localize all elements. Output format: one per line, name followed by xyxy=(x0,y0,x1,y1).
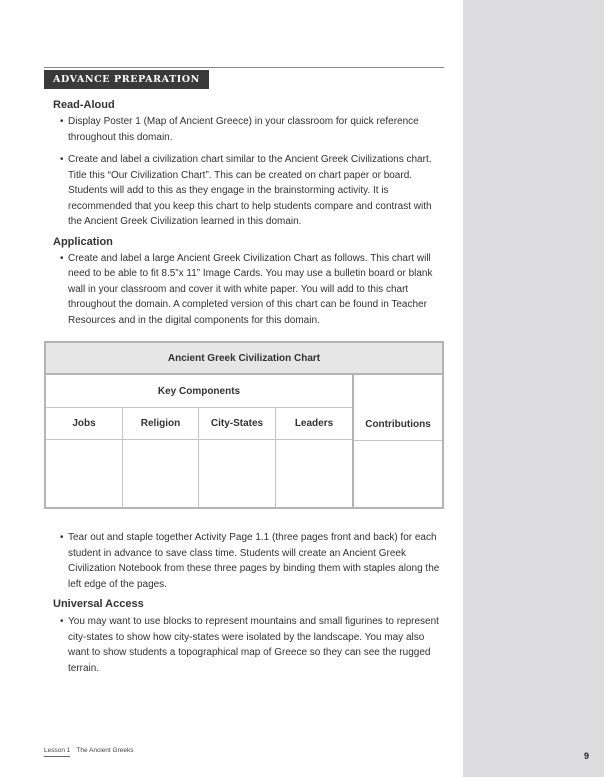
read-aloud-list xyxy=(60,114,444,230)
application-heading: Application xyxy=(53,235,113,248)
column-header: Contributions xyxy=(365,418,431,430)
page-content xyxy=(44,67,444,676)
civilization-chart-table xyxy=(44,341,444,509)
read-aloud-heading: Read-Aloud xyxy=(53,99,115,111)
row-divider xyxy=(354,440,442,441)
list-item: • Display Poster 1 (Map of Ancient Greece) in your classroom for quick reference throughout this domain. xyxy=(60,114,444,145)
universal-access-heading: Universal Access xyxy=(53,598,144,610)
jobs-column xyxy=(46,408,123,507)
application-list xyxy=(60,251,444,329)
footer-unit-title: The Ancient Greeks xyxy=(76,747,134,754)
column-header: Religion xyxy=(123,408,198,440)
chart-body xyxy=(46,375,442,507)
religion-column xyxy=(123,408,199,507)
leaders-column xyxy=(276,408,352,507)
list-item: • Create and label a civilization chart similar to the Ancient Greek Civilizations chart. Title this “Our Civilization Chart”. This can be created on chart paper or board. Students will add to this as they engage in the brainstorming activity. It is recommended that you keep this chart to help students compare and contrast with the Ancient Greek Civilization learned in this domain. xyxy=(60,152,444,230)
column-header: Jobs xyxy=(46,408,122,440)
column-header: Leaders xyxy=(276,408,352,440)
city-states-column xyxy=(199,408,276,507)
contributions-column xyxy=(352,375,442,507)
section-banner: ADVANCE PREPARATION xyxy=(44,70,209,89)
list-item: • Tear out and staple together Activity Page 1.1 (three pages front and back) for each student in advance to save class time. Students will create an Ancient Greek Civilization Notebook from these three pages by binding them with staples along the left edge of the pages. xyxy=(60,530,444,592)
list-item: • You may want to use blocks to represent mountains and small figurines to represent city-states to show how city-states were isolated by the landscape. You may also want to show students a topographical map of Greece so they can see the rugged terrain. xyxy=(60,614,444,676)
page-number: 9 xyxy=(583,751,589,761)
key-components-block xyxy=(46,375,352,507)
list-item: • Create and label a large Ancient Greek Civilization Chart as follows. This chart will need to be able to fit 8.5”x 11” Image Cards. You may use a bulletin board or blank wall in your classroom and cover it with white paper. You will add to this chart throughout the domain. A completed version of this chart can be found in Teacher Resources and in the digital components for this domain. xyxy=(60,251,444,329)
key-components-header: Key Components xyxy=(46,375,352,408)
right-margin-panel xyxy=(463,0,604,777)
application-list-continued xyxy=(60,530,444,592)
top-rule xyxy=(44,67,444,68)
column-header: City-States xyxy=(199,408,275,440)
footer-lesson: Lesson 1 xyxy=(44,747,70,757)
universal-access-list xyxy=(60,614,444,676)
page-footer xyxy=(44,747,133,757)
chart-title: Ancient Greek Civilization Chart xyxy=(46,343,442,375)
